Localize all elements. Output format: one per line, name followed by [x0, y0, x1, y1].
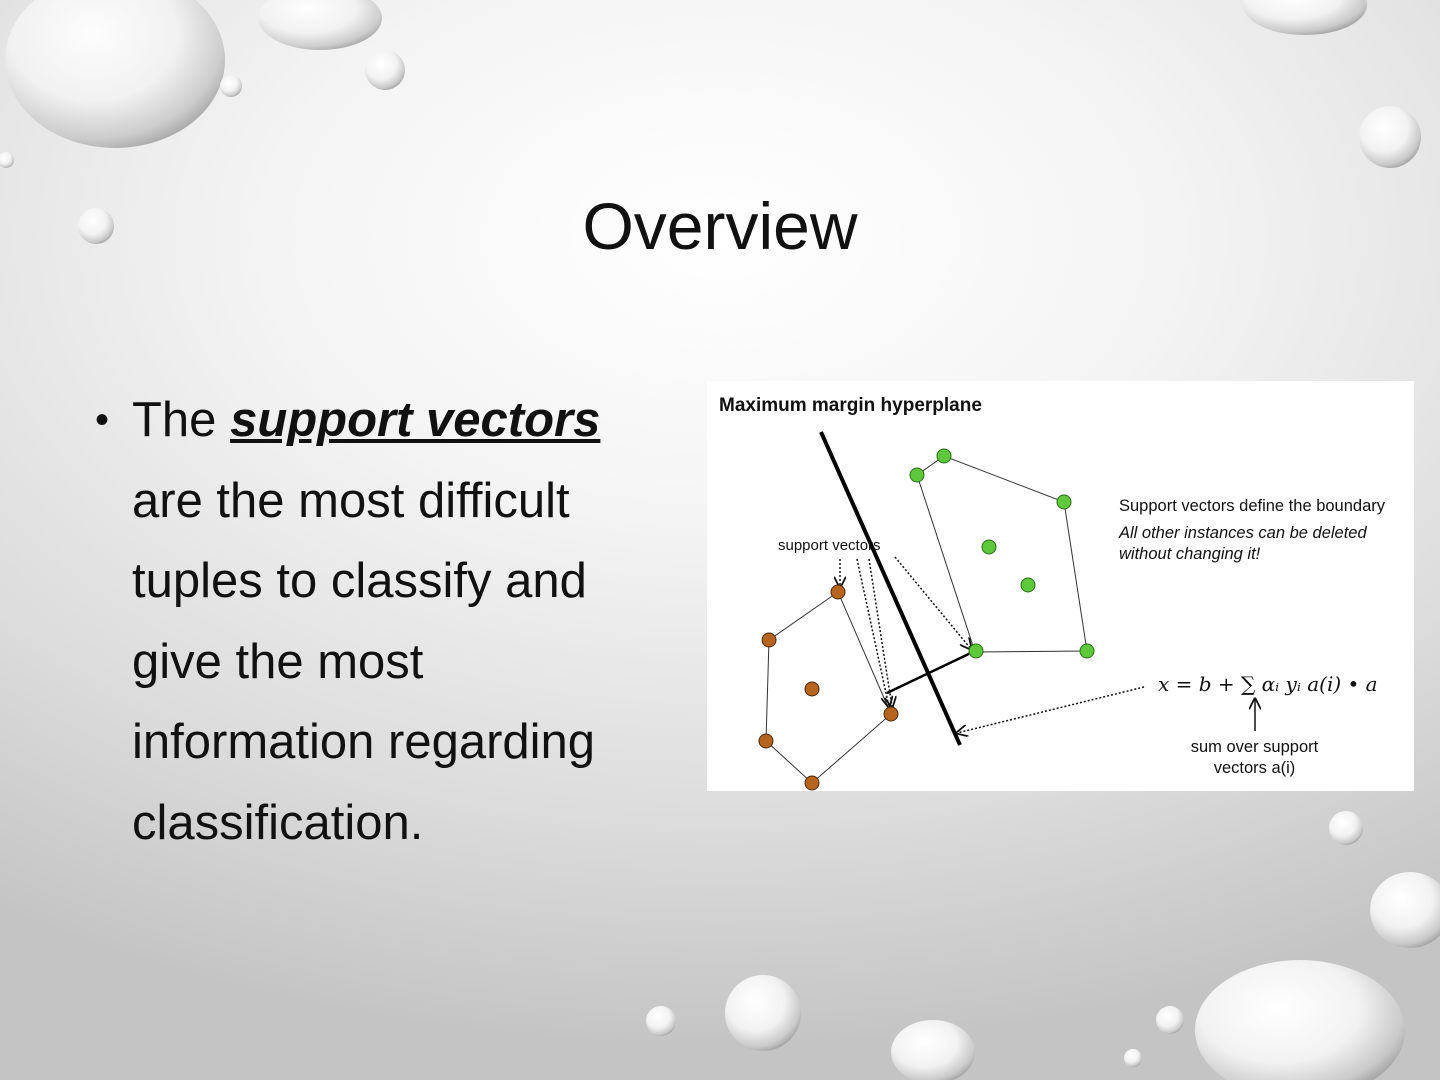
droplet — [365, 50, 405, 90]
decision-formula: x = b + ∑ αᵢ yᵢ a(i) • a — [1158, 672, 1378, 696]
class-a-point — [805, 776, 819, 790]
droplet — [646, 1006, 676, 1036]
support-vectors-label: support vectors — [778, 537, 881, 554]
formula-arrow — [957, 687, 1144, 733]
bullet-line: give the most — [132, 634, 424, 689]
class-b-point — [1021, 578, 1035, 592]
bullet-line: information regarding — [132, 715, 596, 769]
droplet — [1243, 0, 1367, 35]
margin-line — [887, 651, 975, 693]
diagram-title: Maximum margin hyperplane — [719, 395, 982, 416]
boundary-note: Support vectors define the boundary — [1119, 497, 1386, 515]
slide-title: Overview — [582, 189, 858, 263]
emphasized-term: support vectors — [230, 393, 601, 447]
class-b-hull — [917, 456, 1087, 652]
droplet — [1359, 106, 1421, 168]
class-b-point — [969, 644, 983, 658]
class-a-point — [762, 633, 776, 647]
droplet — [1156, 1006, 1184, 1034]
class-b-point — [937, 449, 951, 463]
support-vector-arrow — [857, 559, 889, 707]
droplet — [258, 0, 382, 50]
class-a-point — [884, 707, 898, 721]
bullet-first-line — [132, 380, 695, 461]
droplet — [1370, 872, 1440, 948]
class-b-point — [910, 468, 924, 482]
droplet — [1329, 811, 1363, 845]
bullet-prefix: The — [132, 393, 217, 447]
svm-diagram — [707, 381, 1414, 791]
droplet — [1124, 1049, 1142, 1067]
sum-over-support-label: sum over support vectors a(i) — [1190, 738, 1319, 777]
class-b-point — [1080, 644, 1094, 658]
bullet-icon: • — [95, 398, 110, 442]
bullet-paragraph — [95, 380, 695, 863]
bullet-line: tuples to classify and — [132, 554, 587, 608]
support-vector-arrow — [895, 557, 971, 649]
droplet — [0, 152, 14, 168]
bullet-line: are the most difficult — [132, 473, 570, 528]
deletion-note: All other instances can be deleted without changing it! — [1119, 524, 1367, 563]
droplet — [1195, 960, 1405, 1080]
class-a-point — [805, 682, 819, 696]
droplet-top-left-large — [5, 0, 225, 148]
class-a-point — [831, 585, 845, 599]
class-a-point — [759, 734, 773, 748]
droplet — [725, 975, 801, 1051]
class-a-hull — [766, 592, 891, 783]
class-b-point — [982, 540, 996, 554]
bullet-line: classification. — [132, 795, 424, 850]
droplet — [220, 75, 242, 97]
class-b-points — [910, 449, 1094, 658]
svm-diagram-drawing — [707, 381, 1414, 791]
class-b-point — [1057, 495, 1071, 509]
droplet — [891, 1020, 975, 1080]
